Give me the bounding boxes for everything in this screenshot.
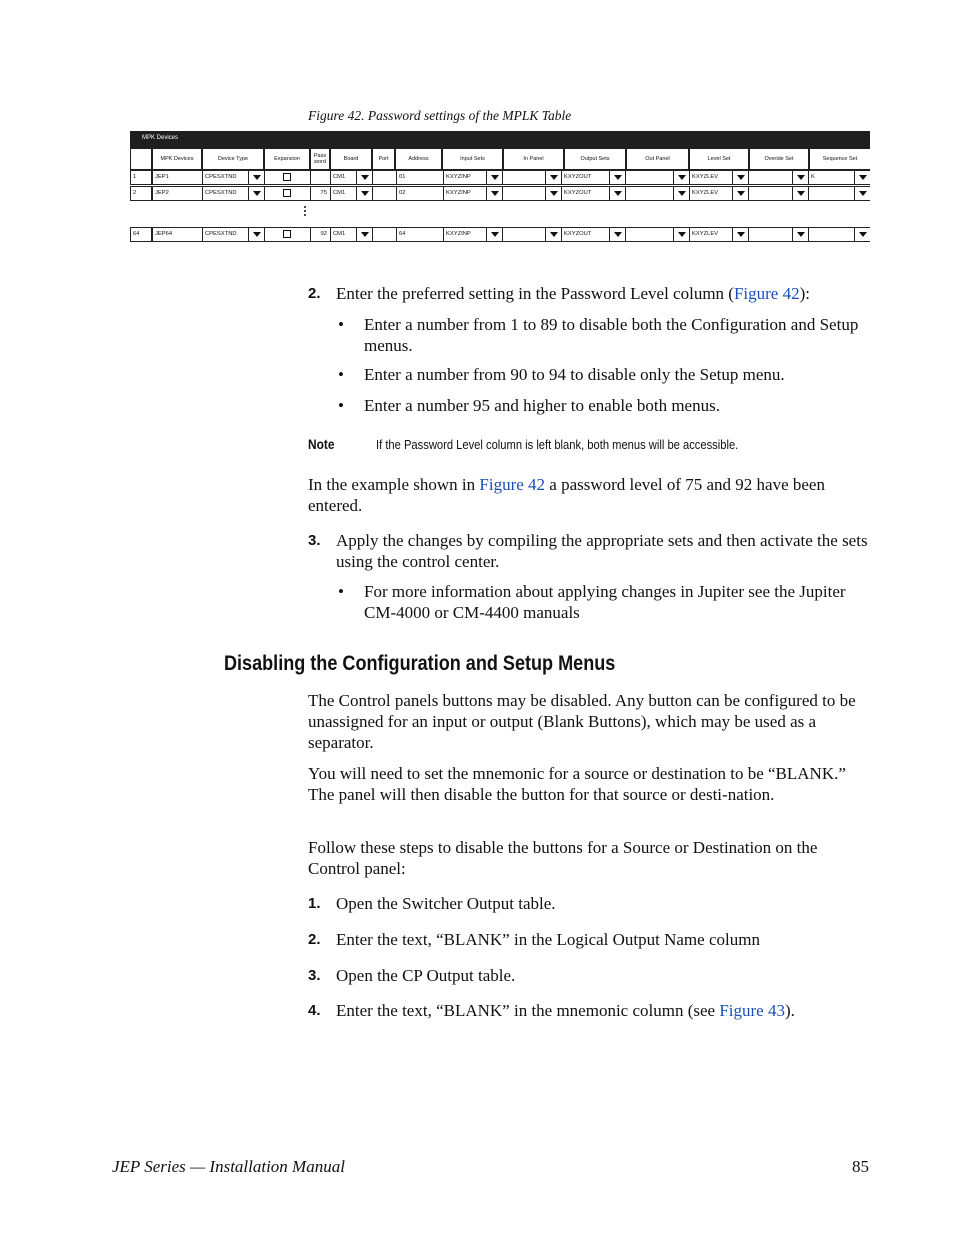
header-output-sets: Output Sets (565, 149, 625, 169)
section-paragraph: Follow these steps to disable the buttons for a Source or Destination on the Control panel: (308, 838, 818, 878)
step-text-part: ). (784, 1001, 795, 1020)
override-set-cell[interactable] (748, 187, 792, 200)
table-row (130, 170, 870, 185)
bullet-text: Enter a number from 1 to 89 to disable both the Configuration and Setup menus. (364, 315, 859, 355)
address-cell[interactable]: 01 (396, 171, 443, 184)
out-panel-dropdown-icon[interactable] (673, 228, 689, 241)
paragraph-text-part: In the example shown in (308, 475, 480, 494)
expansion-checkbox[interactable] (283, 189, 291, 197)
output-set-cell[interactable]: KXYZOUT (561, 187, 609, 200)
expansion-checkbox[interactable] (283, 230, 291, 238)
section-paragraph: The Control panels buttons may be disabled. Any button can be configured to be unassigned for an input or output (Blank Buttons), which may be used as a separator. (308, 691, 856, 752)
override-set-dropdown-icon[interactable] (792, 187, 808, 200)
board-dropdown-icon[interactable] (356, 187, 372, 200)
header-in-panel: In Panel (504, 149, 563, 169)
out-panel-cell[interactable] (625, 171, 673, 184)
device-cell[interactable]: JEP2 (152, 187, 202, 200)
level-set-dropdown-icon[interactable] (732, 171, 748, 184)
table-row (130, 186, 870, 201)
bullet-icon: • (338, 365, 344, 384)
password-cell[interactable] (310, 171, 330, 184)
password-cell[interactable]: 92 (310, 228, 330, 241)
sequence-set-dropdown-icon[interactable] (854, 171, 870, 184)
step-2 (308, 283, 870, 304)
bullet-text: For more information about applying changes in Jupiter see the Jupiter CM-4000 or CM-4400 manuals (364, 582, 846, 622)
header-index (131, 149, 151, 169)
step-text (336, 1000, 870, 1021)
address-cell[interactable]: 64 (396, 228, 443, 241)
level-set-cell[interactable]: KXYZLEV (689, 228, 732, 241)
sequence-set-cell[interactable] (808, 187, 854, 200)
header-mpk-devices: MPK Devices (153, 149, 201, 169)
level-set-cell[interactable]: KXYZLEV (689, 171, 732, 184)
header-override-set: Overide Set (750, 149, 808, 169)
input-set-dropdown-icon[interactable] (486, 171, 502, 184)
header-board: Board (331, 149, 371, 169)
output-set-dropdown-icon[interactable] (609, 228, 625, 241)
board-dropdown-icon[interactable] (356, 171, 372, 184)
override-set-dropdown-icon[interactable] (792, 171, 808, 184)
mplk-table (130, 131, 870, 243)
section-step-3 (308, 965, 870, 986)
figure-42-link[interactable]: Figure 42 (479, 475, 546, 494)
section-step-4 (308, 1000, 870, 1021)
vertical-ellipsis-icon (304, 206, 307, 218)
step-text-part: ): (799, 284, 810, 303)
in-panel-cell[interactable] (502, 187, 545, 200)
sequence-set-dropdown-icon[interactable] (854, 228, 870, 241)
in-panel-dropdown-icon[interactable] (545, 187, 561, 200)
step-number: 2. (308, 285, 321, 302)
bullet-item (336, 314, 870, 356)
step-number: 3. (308, 532, 321, 549)
note-text: If the Password Level column is left blank, both menus will be accessible. (376, 437, 739, 452)
figure-42-link[interactable]: Figure 42 (733, 284, 800, 303)
level-set-dropdown-icon[interactable] (732, 228, 748, 241)
port-cell[interactable] (372, 171, 396, 184)
header-address: Address (396, 149, 441, 169)
bullet-icon: • (338, 582, 344, 601)
section-step-2 (308, 929, 870, 950)
header-device-type: Device Type (203, 149, 263, 169)
input-set-cell[interactable]: KXYZINP (443, 228, 486, 241)
out-panel-cell[interactable] (625, 228, 673, 241)
device-type-cell[interactable]: CPESXTND (202, 228, 248, 241)
input-set-cell[interactable]: KXYZINP (443, 187, 486, 200)
table-banner-label: MPK Devices (142, 135, 179, 141)
in-panel-dropdown-icon[interactable] (545, 171, 561, 184)
output-set-cell[interactable]: KXYZOUT (561, 171, 609, 184)
table-banner (130, 131, 870, 148)
bullet-item (336, 364, 870, 385)
device-type-cell[interactable]: CPESXTND (202, 187, 248, 200)
device-type-dropdown-icon[interactable] (248, 187, 264, 200)
in-panel-dropdown-icon[interactable] (545, 228, 561, 241)
input-set-dropdown-icon[interactable] (486, 187, 502, 200)
port-cell[interactable] (372, 228, 396, 241)
input-set-dropdown-icon[interactable] (486, 228, 502, 241)
row-index: 1 (130, 171, 152, 184)
step-number: 1. (308, 895, 321, 912)
bullet-text: Enter a number 95 and higher to enable both menus. (364, 396, 720, 415)
step-text-part: Enter the text, “BLANK” in the mnemonic column (see (336, 1001, 720, 1020)
device-type-cell[interactable]: CPESXTND (202, 171, 248, 184)
step-number: 2. (308, 931, 321, 948)
device-type-dropdown-icon[interactable] (248, 228, 264, 241)
sequence-set-cell[interactable] (808, 228, 854, 241)
row-index: 2 (130, 187, 152, 200)
example-paragraph (308, 474, 870, 516)
expansion-checkbox[interactable] (283, 173, 291, 181)
header-port: Port (373, 149, 394, 169)
device-cell[interactable]: JEP64 (152, 228, 202, 241)
board-cell[interactable]: CM1 (330, 171, 356, 184)
footer-title: JEP Series — Installation Manual (112, 1157, 345, 1176)
row-index: 64 (130, 228, 152, 241)
board-cell[interactable]: CM1 (330, 187, 356, 200)
override-set-cell[interactable] (748, 171, 792, 184)
sequence-set-dropdown-icon[interactable] (854, 187, 870, 200)
board-cell[interactable]: CM1 (330, 228, 356, 241)
header-password: Pass word (311, 149, 329, 169)
section-heading: Disabling the Configuration and Setup Menus (224, 652, 616, 675)
override-set-cell[interactable] (748, 228, 792, 241)
header-level-set: Level Set (690, 149, 748, 169)
note-label: Note (308, 436, 335, 452)
header-input-sets: Input Sets (443, 149, 502, 169)
bullet-item (336, 581, 870, 623)
in-panel-cell[interactable] (502, 171, 545, 184)
output-set-cell[interactable]: KXYZOUT (561, 228, 609, 241)
section-step-1 (308, 893, 870, 914)
step-number: 4. (308, 1002, 321, 1019)
port-cell[interactable] (372, 187, 396, 200)
output-set-dropdown-icon[interactable] (609, 187, 625, 200)
password-cell[interactable]: 75 (310, 187, 330, 200)
level-set-cell[interactable]: KXYZLEV (689, 187, 732, 200)
figure-43-link[interactable]: Figure 43 (719, 1001, 785, 1020)
input-set-cell[interactable]: KXYZINP (443, 171, 486, 184)
header-expansion: Expansion (265, 149, 309, 169)
address-cell[interactable]: 02 (396, 187, 443, 200)
output-set-dropdown-icon[interactable] (609, 171, 625, 184)
step-text: Apply the changes by compiling the appropriate sets and then activate the sets using the control center. (336, 531, 868, 571)
step-text: Enter the text, “BLANK” in the Logical Output Name column (336, 930, 760, 949)
step-text (336, 283, 870, 304)
out-panel-cell[interactable] (625, 187, 673, 200)
device-cell[interactable]: JEP1 (152, 171, 202, 184)
level-set-dropdown-icon[interactable] (732, 187, 748, 200)
bullet-item (336, 395, 870, 416)
header-out-panel: Out Panel (627, 149, 688, 169)
paragraph-text-part: a password level of 75 and 92 have been entered. (308, 475, 825, 515)
step-text-part: Enter the preferred setting in the Password Level column ( (336, 284, 734, 303)
in-panel-cell[interactable] (502, 228, 545, 241)
out-panel-dropdown-icon[interactable] (673, 187, 689, 200)
step-text: Open the CP Output table. (336, 966, 516, 985)
section-paragraph: You will need to set the mnemonic for a source or destination to be “BLANK.” The panel will then disable the button for that source or desti-nation. (308, 764, 846, 804)
bullet-text: Enter a number from 90 to 94 to disable only the Setup menu. (364, 365, 785, 384)
page-number: 85 (852, 1157, 869, 1176)
out-panel-dropdown-icon[interactable] (673, 171, 689, 184)
bullet-icon: • (338, 396, 344, 415)
step-3 (308, 530, 870, 572)
device-type-dropdown-icon[interactable] (248, 171, 264, 184)
board-dropdown-icon[interactable] (356, 228, 372, 241)
table-row (130, 227, 870, 242)
step-text: Open the Switcher Output table. (336, 894, 556, 913)
header-sequence-set: Sequence Set (810, 149, 870, 169)
step-number: 3. (308, 967, 321, 984)
override-set-dropdown-icon[interactable] (792, 228, 808, 241)
bullet-icon: • (338, 315, 344, 334)
sequence-set-cell[interactable]: K (808, 171, 854, 184)
figure-caption: Figure 42. Password settings of the MPLK Table (308, 108, 572, 123)
